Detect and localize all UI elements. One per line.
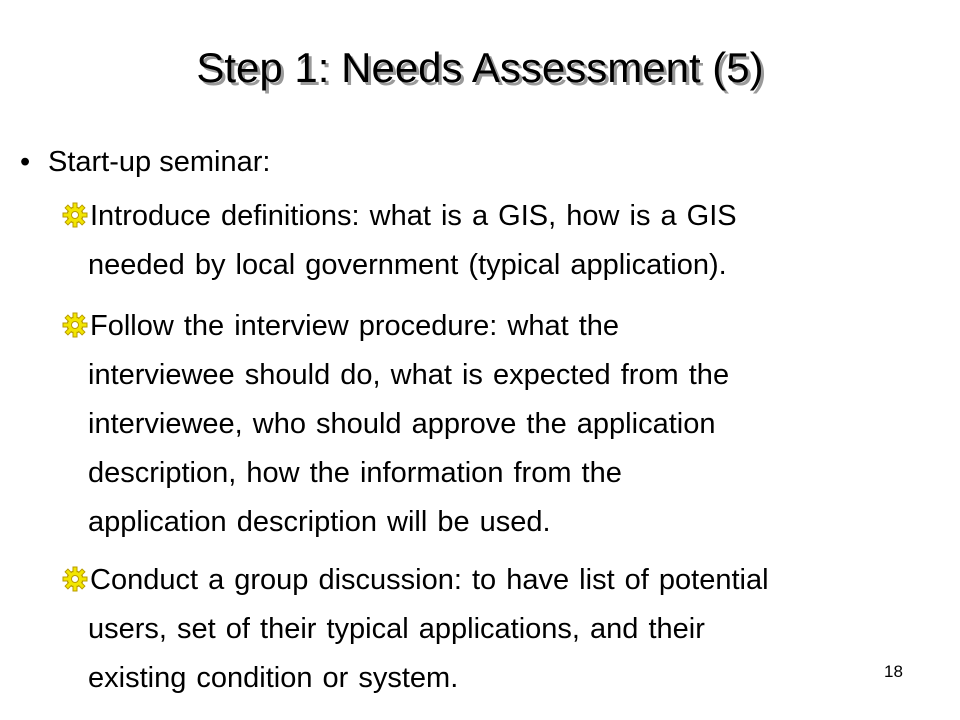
sub-bullet-line: users, set of their typical applications, and their [88, 613, 705, 645]
sub-bullet-line: Follow the interview procedure: what the [90, 310, 620, 342]
sub-bullet-line: interviewee, who should approve the application [88, 408, 716, 440]
sub-bullet-line: needed by local government (typical application). [88, 249, 727, 281]
sub-bullet-line: existing condition or system. [88, 662, 459, 694]
gear-icon [62, 202, 88, 228]
sub-bullet-3 [62, 556, 769, 703]
sub-bullet-line: description, how the information from the [88, 457, 622, 489]
sub-bullet-2 [62, 302, 729, 547]
sub-bullet-line: Introduce definitions: what is a GIS, how is a GIS [90, 200, 737, 232]
main-bullet-text: Start-up seminar: [48, 146, 271, 178]
sub-bullet-line: interviewee should do, what is expected from the [88, 359, 730, 391]
sub-bullet-line: Conduct a group discussion: to have list of potential [90, 564, 769, 596]
slide-title: Step 1: Needs Assessment (5) [196, 44, 764, 91]
slide-number: 18 [884, 662, 903, 681]
gear-icon [62, 312, 88, 338]
gear-icon [62, 566, 88, 592]
sub-bullet-1 [62, 192, 737, 290]
sub-bullet-line: application description will be used. [88, 506, 551, 538]
bullet-dot: • [20, 146, 31, 178]
main-bullet [20, 142, 270, 182]
